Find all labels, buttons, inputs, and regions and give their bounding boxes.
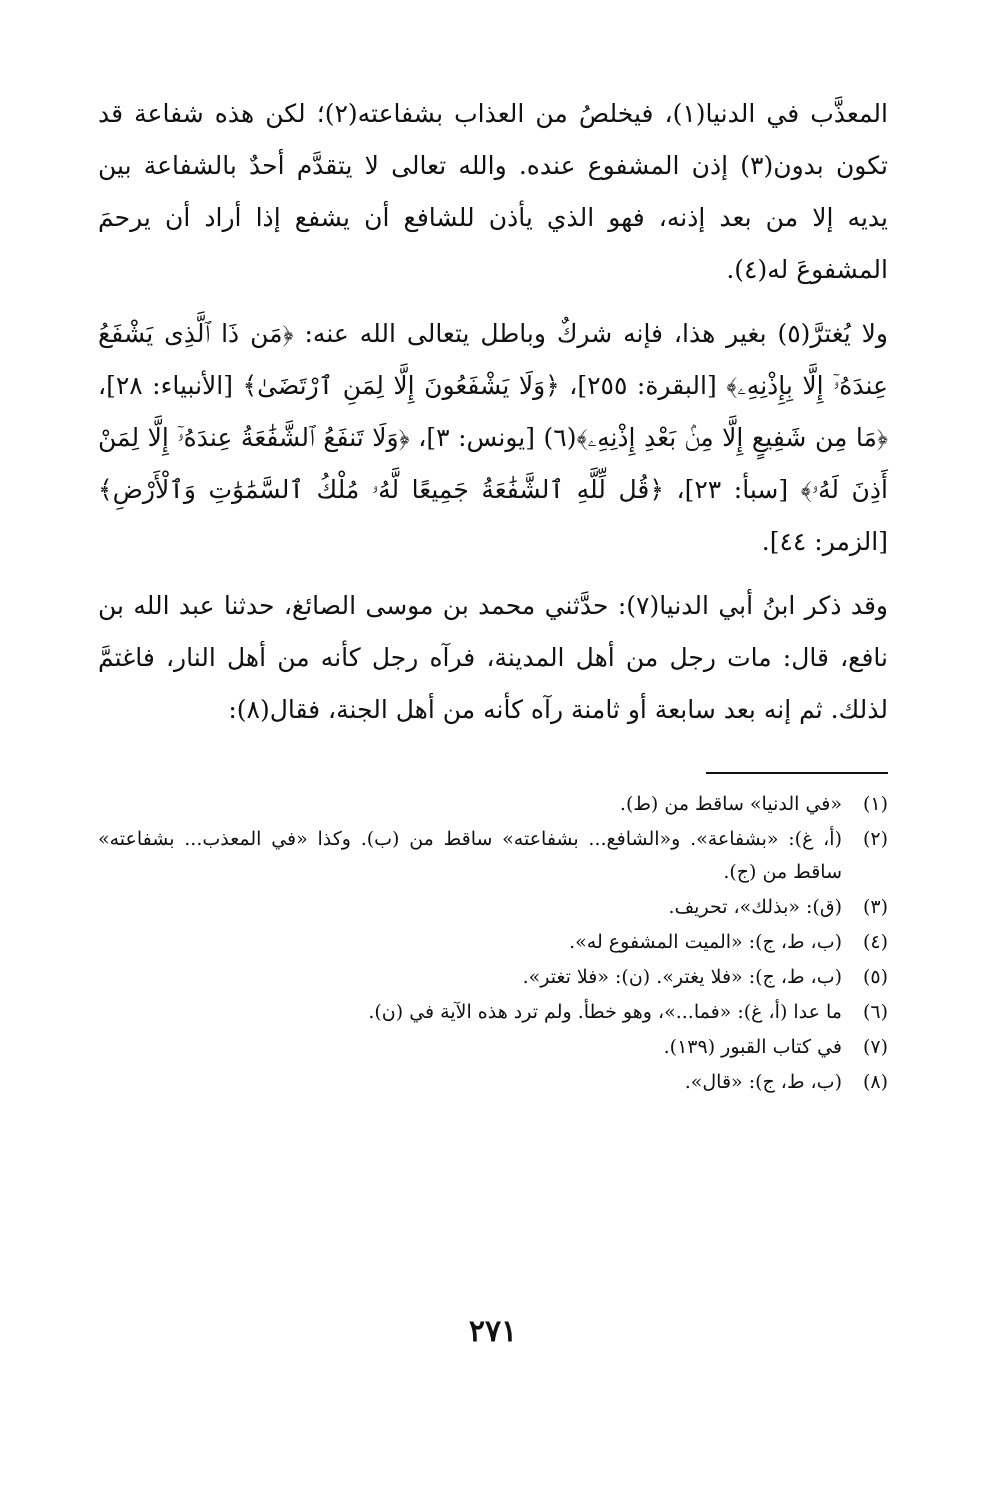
footnote-number: (٨)	[862, 1071, 888, 1093]
book-page	[98, 88, 888, 1468]
footnote-number: (٥)	[862, 966, 888, 988]
footnote-6	[98, 996, 888, 1029]
footnote-3	[98, 891, 888, 924]
footnote-7	[98, 1031, 888, 1064]
footnote-2	[98, 823, 888, 889]
footnote-divider	[706, 772, 888, 774]
footnote-1	[98, 788, 888, 821]
footnote-text: (ق): «بذلك»، تحريف.	[668, 896, 842, 918]
footnotes-list	[98, 788, 888, 1099]
footnote-5	[98, 961, 888, 994]
footnote-text: «في الدنيا» ساقط من (ط).	[619, 793, 842, 815]
footnote-text: (أ، غ): «بشفاعة». و«الشافع... بشفاعته» ساقط من (ب). وكذا «في المعذب... بشفاعته» ساقط من (ج).	[98, 828, 842, 883]
footnote-text: (ب، ط، ج): «الميت المشفوع له».	[569, 931, 842, 953]
footnote-text: (ب، ط، ج): «فلا يغتر». (ن): «فلا تغتر».	[522, 966, 842, 988]
footnote-text: ما عدا (أ، غ): «فما...»، وهو خطأ. ولم ترد هذه الآية في (ن).	[368, 1001, 842, 1023]
footnote-number: (٤)	[862, 931, 888, 953]
body-paragraph-2: ولا يُغترَّ(٥) بغير هذا، فإنه شركٌ وباطل يتعالى الله عنه: ﴿مَن ذَا ٱلَّذِى يَشْفَعُ عِندَهُۥٓ إِلَّا بِإِذْنِهِۦ﴾ [البقرة: ٢٥٥]، ﴿وَلَا يَشْفَعُونَ إِلَّا لِمَنِ ٱرْتَضَىٰ﴾ [الأنبياء: ٢٨]، ﴿مَا مِن شَفِيعٍ إِلَّا مِنۢ بَعْدِ إِذْنِهِۦ﴾(٦) [يونس: ٣]، ﴿وَلَا تَنفَعُ ٱلشَّفَٰعَةُ عِندَهُۥٓ إِلَّا لِمَنْ أَذِنَ لَهُۥ﴾ [سبأ: ٢٣]، ﴿قُل لِّلَّهِ ٱلشَّفَٰعَةُ جَمِيعًا لَّهُۥ مُلْكُ ٱلسَّمَٰوَٰتِ وَٱلْأَرْضِ﴾ [الزمر: ٤٤].	[98, 319, 889, 556]
footnote-number: (١)	[862, 793, 888, 815]
footnote-number: (٧)	[862, 1036, 888, 1058]
footnote-text: في كتاب القبور (١٣٩).	[663, 1036, 842, 1058]
body-paragraph-1: المعذَّب في الدنيا(١)، فيخلصُ من العذاب بشفاعته(٢)؛ لكن هذه شفاعة قد تكون بدون(٣) إذن المشفوع عنده. والله تعالى لا يتقدَّم أحدٌ بالشفاعة بين يديه إلا من بعد إذنه، فهو الذي يأذن للشافع أن يشفع إذا أراد أن يرحمَ المشفوعَ له(٤).	[98, 99, 888, 284]
footnote-number: (٦)	[862, 1001, 888, 1023]
footnote-number: (٢)	[862, 828, 888, 850]
footnote-text: (ب، ط، ج): «قال».	[684, 1071, 842, 1093]
page-number: ٢٧١	[468, 1314, 518, 1349]
body-paragraph-3: وقد ذكر ابنُ أبي الدنيا(٧): حدَّثني محمد بن موسى الصائغ، حدثنا عبد الله بن نافع، قال: مات رجل من أهل المدينة، فرآه رجل كأنه من أهل النار، فاغتمَّ لذلك. ثم إنه بعد سابعة أو ثامنة رآه كأنه من أهل الجنة، فقال(٨):	[98, 591, 888, 724]
footnote-4	[98, 926, 888, 959]
footnote-number: (٣)	[862, 896, 888, 918]
footnote-8	[98, 1066, 888, 1099]
